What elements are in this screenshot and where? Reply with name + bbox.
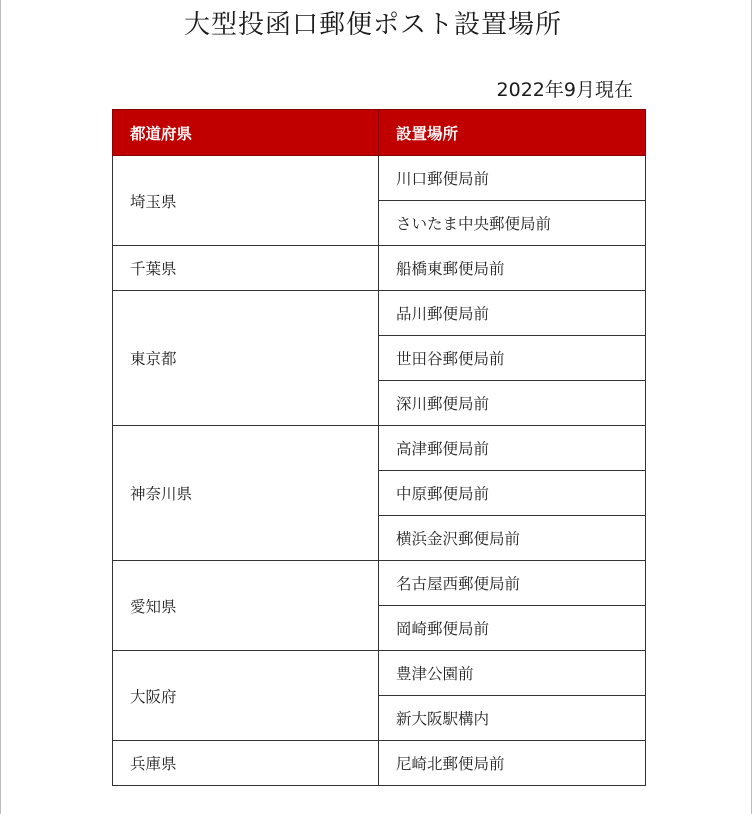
location-cell: 中原郵便局前 bbox=[379, 471, 646, 516]
table-row bbox=[113, 651, 646, 696]
location-cell: 豊津公園前 bbox=[379, 651, 646, 696]
table-row bbox=[113, 426, 646, 471]
location-cell: 船橋東郵便局前 bbox=[379, 246, 646, 291]
location-table bbox=[112, 109, 646, 786]
location-cell: 川口郵便局前 bbox=[379, 156, 646, 201]
header-prefecture: 都道府県 bbox=[113, 110, 379, 156]
location-cell: さいたま中央郵便局前 bbox=[379, 201, 646, 246]
prefecture-cell: 兵庫県 bbox=[113, 741, 379, 786]
prefecture-cell: 愛知県 bbox=[113, 561, 379, 651]
location-cell: 高津郵便局前 bbox=[379, 426, 646, 471]
location-cell: 品川郵便局前 bbox=[379, 291, 646, 336]
document-date: 2022年9月現在 bbox=[496, 79, 633, 101]
table-header-row bbox=[113, 110, 646, 156]
table-row bbox=[113, 561, 646, 606]
prefecture-cell: 千葉県 bbox=[113, 246, 379, 291]
prefecture-cell: 東京都 bbox=[113, 291, 379, 426]
document-title: 大型投函口郵便ポスト設置場所 bbox=[183, 10, 562, 40]
location-cell: 深川郵便局前 bbox=[379, 381, 646, 426]
location-cell: 新大阪駅構内 bbox=[379, 696, 646, 741]
table-row bbox=[113, 246, 646, 291]
location-cell: 横浜金沢郵便局前 bbox=[379, 516, 646, 561]
location-cell: 世田谷郵便局前 bbox=[379, 336, 646, 381]
location-cell: 岡崎郵便局前 bbox=[379, 606, 646, 651]
table-row bbox=[113, 156, 646, 201]
table-row bbox=[113, 291, 646, 336]
prefecture-cell: 神奈川県 bbox=[113, 426, 379, 561]
header-location: 設置場所 bbox=[379, 110, 646, 156]
table-row bbox=[113, 741, 646, 786]
location-cell: 名古屋西郵便局前 bbox=[379, 561, 646, 606]
prefecture-cell: 埼玉県 bbox=[113, 156, 379, 246]
location-cell: 尼崎北郵便局前 bbox=[379, 741, 646, 786]
prefecture-cell: 大阪府 bbox=[113, 651, 379, 741]
